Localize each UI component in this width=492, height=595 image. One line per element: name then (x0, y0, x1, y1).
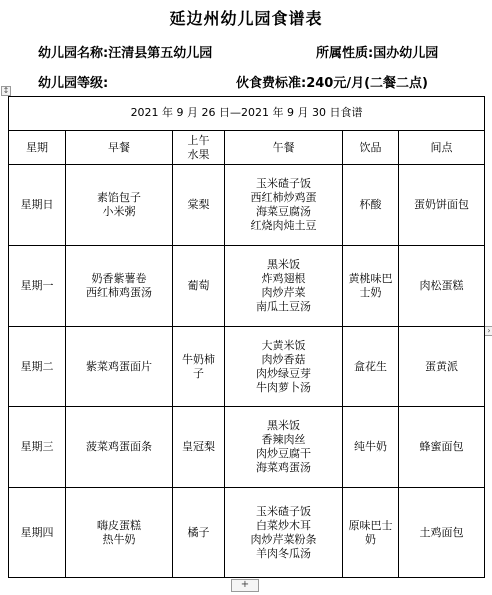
lunch-line: 红烧肉炖土豆 (250, 219, 317, 233)
period-cell: 2021 年 9 月 26 日—2021 年 9 月 30 日食谱 (9, 97, 485, 131)
cell-day: 星期三 (9, 407, 66, 488)
lunch-line: 海菜豆腐汤 (256, 205, 311, 219)
meal-fee-standard (236, 72, 428, 91)
lunch-line: 炸鸡翅根 (261, 271, 306, 285)
cell-lunch (225, 488, 343, 578)
header-row (9, 130, 485, 165)
breakfast-line: 奶香紫薯卷 (91, 271, 147, 285)
cell-fruit (173, 246, 225, 327)
lunch-line: 玉米碴子饭 (256, 504, 311, 518)
lunch-line: 白菜炒木耳 (256, 518, 311, 532)
breakfast-line: 素馅包子 (97, 191, 141, 205)
drink-line: 盒花生 (354, 359, 387, 373)
cell-breakfast (66, 165, 173, 246)
fruit-line: 皇冠梨 (182, 440, 215, 454)
header-fruit-line2: 水果 (187, 147, 210, 161)
column-add-handle-icon[interactable]: › (484, 326, 492, 336)
kindergarten-name (38, 42, 212, 61)
header-breakfast: 早餐 (66, 130, 173, 165)
cell-breakfast (66, 246, 173, 327)
lunch-line: 香辣肉丝 (261, 433, 306, 447)
table-row (9, 488, 485, 578)
snack-line: 蛋奶饼面包 (414, 198, 470, 212)
header-snack: 间点 (399, 130, 485, 165)
cell-breakfast (66, 488, 173, 578)
menu-table (8, 96, 485, 578)
cell-breakfast (66, 407, 173, 488)
drink-line: 奶 (365, 532, 376, 546)
snack-line: 蛋黄派 (425, 359, 459, 373)
lunch-line: 肉炒香菇 (261, 352, 306, 366)
lunch-line: 海菜鸡蛋汤 (256, 461, 311, 475)
lunch-line: 牛肉萝卜汤 (256, 380, 311, 394)
cell-day: 星期一 (9, 246, 66, 327)
breakfast-line: 西红柿鸡蛋汤 (86, 285, 152, 299)
header-fruit-line1: 上午 (187, 133, 210, 147)
drink-line: 士奶 (359, 285, 382, 299)
add-row-button[interactable]: + (231, 579, 259, 592)
lunch-line: 肉炒绿豆芽 (256, 366, 311, 380)
snack-line: 肉松蛋糕 (419, 278, 464, 292)
drink-line: 原味巴士 (348, 518, 393, 532)
fruit-line: 橘子 (187, 525, 210, 539)
cell-drink (343, 246, 399, 327)
snack-line: 蜂蜜面包 (419, 440, 464, 454)
fruit-line: 牛奶柿 (182, 352, 215, 366)
cell-day: 星期二 (9, 326, 66, 407)
kindergarten-type (316, 42, 438, 61)
table-row (9, 246, 485, 327)
cell-day: 星期日 (9, 165, 66, 246)
drink-line: 黄桃味巴 (348, 271, 393, 285)
drink-line: 杯酸 (359, 198, 382, 212)
meal-fee-label: 伙食费标准: (236, 76, 307, 91)
cell-lunch (225, 407, 343, 488)
cell-lunch (225, 246, 343, 327)
kindergarten-type-label: 所属性质: (316, 46, 374, 61)
fruit-line: 子 (193, 366, 204, 380)
table-row (9, 326, 485, 407)
cell-snack (399, 407, 485, 488)
lunch-line: 南瓜土豆汤 (256, 299, 311, 313)
table-row (9, 165, 485, 246)
cell-drink (343, 488, 399, 578)
header-fruit (173, 130, 225, 165)
header-lunch: 午餐 (225, 130, 343, 165)
cell-snack (399, 246, 485, 327)
kindergarten-level-label: 幼儿园等级: (38, 76, 109, 91)
lunch-line: 黑米饭 (267, 257, 300, 271)
fruit-line: 葡萄 (187, 278, 210, 292)
lunch-line: 西红柿炒鸡蛋 (250, 191, 317, 205)
cell-snack (399, 326, 485, 407)
lunch-line: 肉炒芹菜粉条 (250, 532, 317, 546)
drink-line: 纯牛奶 (354, 440, 387, 454)
lunch-line: 肉炒豆腐干 (256, 447, 311, 461)
cell-drink (343, 407, 399, 488)
lunch-line: 羊肉冬瓜汤 (256, 546, 311, 560)
fruit-line: 棠梨 (187, 198, 210, 212)
table-row (9, 407, 485, 488)
breakfast-line: 嗨皮蛋糕 (97, 518, 141, 532)
snack-line: 土鸡面包 (419, 525, 464, 539)
kindergarten-type-value: 国办幼儿园 (373, 46, 439, 61)
breakfast-line: 紫菜鸡蛋面片 (86, 359, 152, 373)
table-move-handle-icon[interactable]: ↕ (2, 86, 10, 95)
lunch-line: 肉炒芹菜 (261, 285, 306, 299)
breakfast-line: 热牛奶 (102, 532, 136, 546)
cell-fruit (173, 407, 225, 488)
cell-lunch (225, 326, 343, 407)
cell-fruit (173, 165, 225, 246)
header-day: 星期 (9, 130, 66, 165)
cell-breakfast (66, 326, 173, 407)
lunch-line: 大黄米饭 (261, 338, 306, 352)
lunch-line: 黑米饭 (267, 419, 300, 433)
cell-fruit (173, 326, 225, 407)
breakfast-line: 小米粥 (102, 205, 136, 219)
lunch-line: 玉米碴子饭 (256, 177, 311, 191)
kindergarten-name-value: 汪清县第五幼儿园 (108, 46, 213, 61)
cell-drink (343, 165, 399, 246)
cell-snack (399, 488, 485, 578)
breakfast-line: 菠菜鸡蛋面条 (86, 440, 152, 454)
kindergarten-level (38, 72, 108, 91)
cell-fruit (173, 488, 225, 578)
period-row (9, 97, 485, 131)
cell-day: 星期四 (9, 488, 66, 578)
header-drink: 饮品 (343, 130, 399, 165)
cell-lunch (225, 165, 343, 246)
cell-drink (343, 326, 399, 407)
kindergarten-name-label: 幼儿园名称: (38, 46, 109, 61)
page-title: 延边州幼儿园食谱表 (169, 9, 323, 28)
cell-snack (399, 165, 485, 246)
meal-fee-value: 240元/月(二餐二点) (306, 76, 428, 91)
